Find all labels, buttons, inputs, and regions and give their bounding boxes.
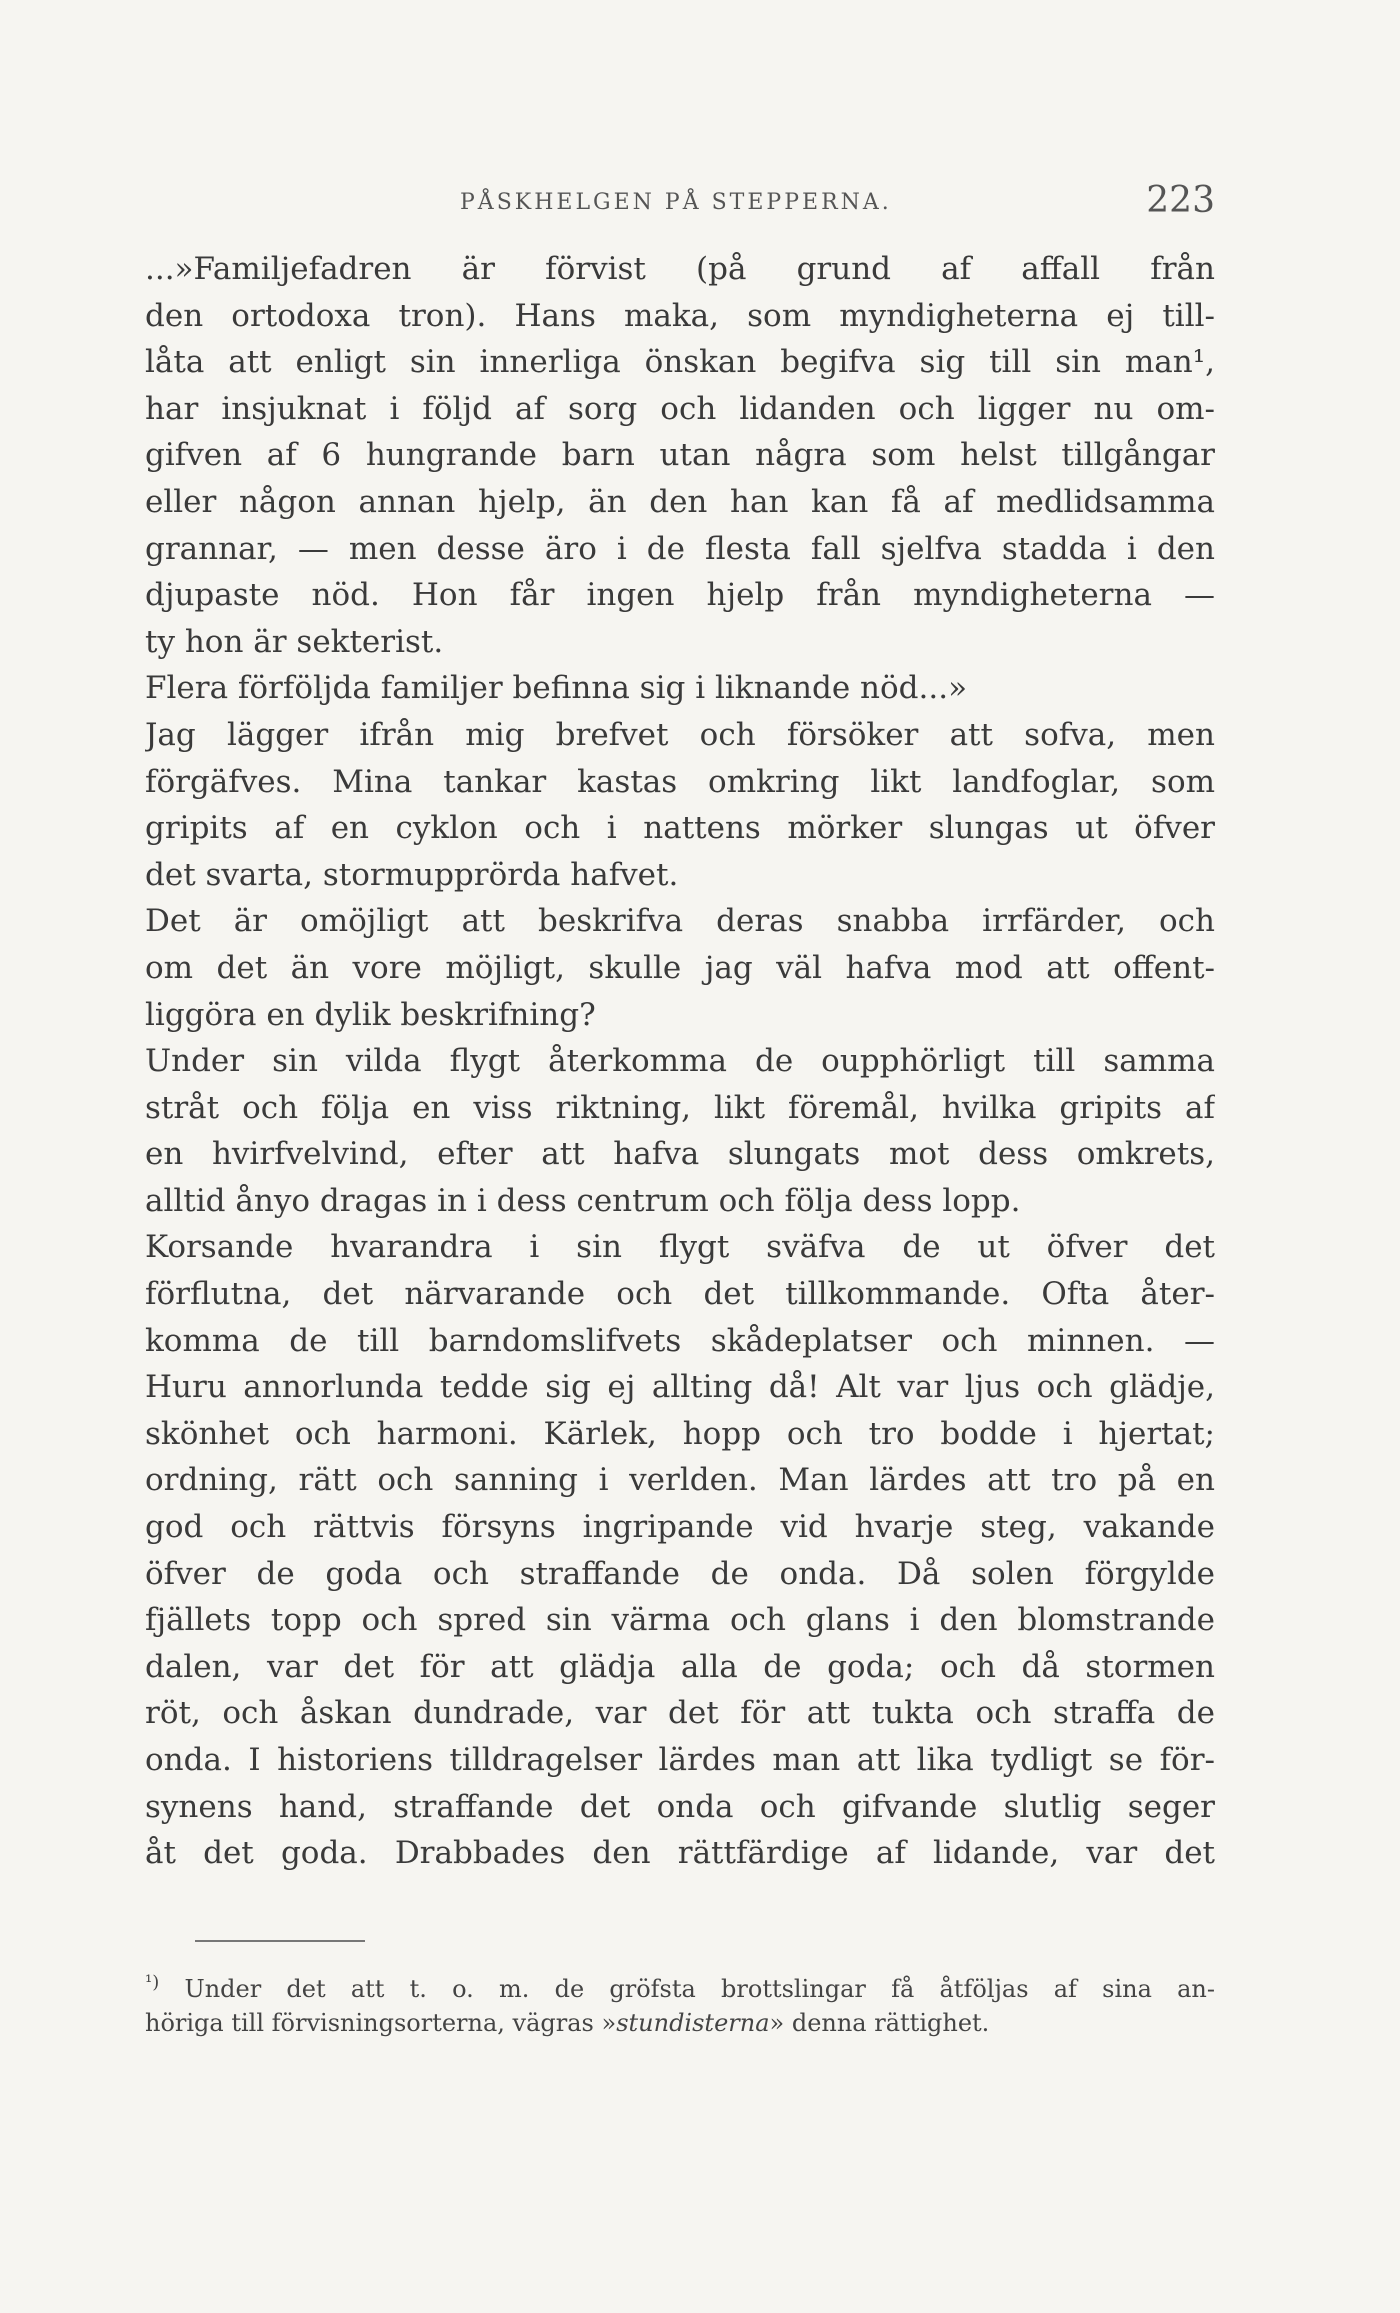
text-line: röt, och åskan dundrade, var det för att tukta och straffa de (145, 1695, 1215, 1732)
text-line: åt det goda. Drabbades den rättfärdige af lidande, var det (145, 1835, 1215, 1872)
text-line: den ortodoxa tron). Hans maka, som myndigheterna ej till- (145, 297, 1215, 334)
footnote-text: Under det att t. o. m. de gröfsta brottslingar få åtföljas af sina an- (184, 1975, 1215, 2003)
text-line: förgäfves. Mina tankar kastas omkring likt landfoglar, som (145, 763, 1215, 800)
text-line: Under sin vilda flygt återkomma de oupphörligt till samma (145, 1043, 1215, 1080)
footnote-line (145, 2003, 1215, 2044)
text-line: låta att enligt sin innerliga önskan begifva sig till sin man¹, (145, 344, 1215, 381)
text-line: gripits af en cyklon och i nattens mörker slungas ut öfver (145, 810, 1215, 847)
text-line: synens hand, straffande det onda och gifvande slutlig seger (145, 1788, 1215, 1825)
text-line: ty hon är sekterist. (145, 623, 444, 660)
text-line: ordning, rätt och sanning i verlden. Man lärdes att tro på en (145, 1462, 1215, 1499)
text-line: har insjuknat i följd af sorg och lidanden och ligger nu om- (145, 390, 1215, 427)
text-line: eller någon annan hjelp, än den han kan få af medlidsamma (145, 483, 1215, 520)
page-number: 223 (1146, 180, 1215, 221)
text-line: dalen, var det för att glädja alla de goda; och då stormen (145, 1648, 1215, 1685)
text-line: Det är omöjligt att beskrifva deras snabba irrfärder, och (145, 903, 1215, 940)
footnote-marker: ¹) (145, 1972, 160, 1993)
text-line: komma de till barndomslifvets skådeplatser och minnen. — (145, 1322, 1215, 1359)
footnote-line (145, 1962, 1215, 2003)
body-text (145, 246, 1215, 1877)
text-line: liggöra en dylik beskrifning? (145, 996, 596, 1033)
text-line: alltid ånyo dragas in i dess centrum och följa dess lopp. (145, 1182, 1021, 1219)
text-line: stråt och följa en viss riktning, likt föremål, hvilka gripits af (145, 1089, 1215, 1126)
running-title: PÅSKHELGEN PÅ STEPPERNA. (460, 190, 892, 215)
text-line: Huru annorlunda tedde sig ej allting då! Alt var ljus och glädje, (145, 1369, 1215, 1406)
footnote-text: » denna rättighet. (769, 2009, 990, 2037)
text-line: det svarta, stormupprörda hafvet. (145, 856, 679, 893)
footnote-emphasis: stundisterna (616, 2009, 770, 2037)
text-line: Jag lägger ifrån mig brefvet och försöker att sofva, men (145, 716, 1215, 753)
footnote-text: höriga till förvisningsorterna, vägras » (145, 2009, 617, 2037)
text-line: skönhet och harmoni. Kärlek, hopp och tro bodde i hjertat; (145, 1415, 1215, 1452)
text-line: gifven af 6 hungrande barn utan några som helst tillgångar (145, 437, 1215, 474)
text-line: onda. I historiens tilldragelser lärdes man att lika tydligt se för- (145, 1742, 1215, 1778)
text-line: grannar, — men desse äro i de flesta fall sjelfva stadda i den (145, 530, 1215, 567)
text-line: Korsande hvarandra i sin flygt sväfva de ut öfver det (145, 1229, 1215, 1266)
footnote (145, 1962, 1215, 2044)
text-line: djupaste nöd. Hon får ingen hjelp från myndigheterna — (145, 577, 1215, 614)
text-line: ...»Familjefadren är förvist (på grund af affall från (145, 251, 1215, 287)
text-line: god och rättvis försyns ingripande vid hvarje steg, vakande (145, 1509, 1215, 1546)
footnote-divider (195, 1940, 365, 1942)
text-line: öfver de goda och straffande de onda. Då solen förgylde (145, 1555, 1215, 1592)
text-line: en hvirfvelvind, efter att hafva slungats mot dess omkrets, (145, 1136, 1215, 1173)
text-line: om det än vore möjligt, skulle jag väl hafva mod att offent- (145, 949, 1215, 986)
page-header (145, 180, 1215, 226)
text-line: Flera förföljda familjer befinna sig i liknande nöd...» (145, 670, 968, 707)
text-line: förflutna, det närvarande och det tillkommande. Ofta åter- (145, 1276, 1215, 1313)
text-line: fjällets topp och spred sin värma och glans i den blomstrande (145, 1602, 1215, 1639)
